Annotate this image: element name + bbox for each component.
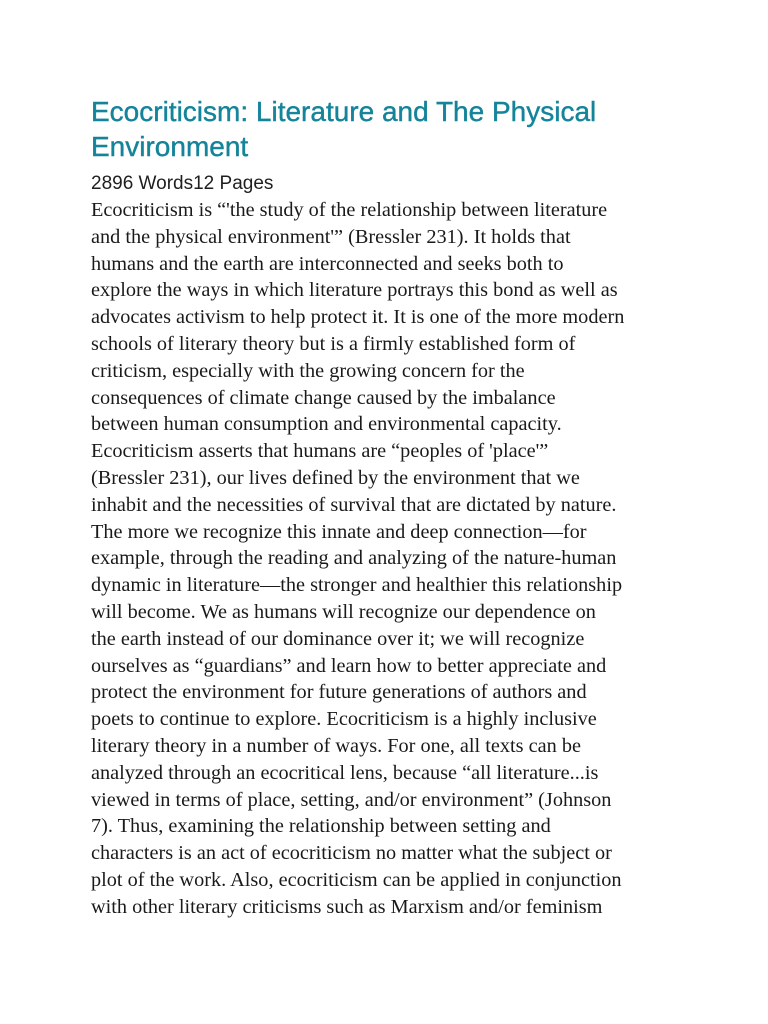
document-meta [91, 172, 273, 196]
body-line: the earth instead of our dominance over it; we will recognize [91, 627, 585, 650]
body-line: with other literary criticisms such as Marxism and/or feminism [91, 895, 603, 918]
body-line: and the physical environment'” (Bressler 231). It holds that [91, 225, 571, 248]
body-line: plot of the work. Also, ecocriticism can be applied in conjunction [91, 868, 622, 891]
body-line: The more we recognize this innate and deep connection—for [91, 520, 587, 543]
body-line: advocates activism to help protect it. It is one of the more modern [91, 306, 625, 329]
body-line: literary theory in a number of ways. For one, all texts can be [91, 734, 581, 757]
body-line: 7). Thus, examining the relationship between setting and [91, 815, 551, 838]
body-line: viewed in terms of place, setting, and/or environment” (Johnson [91, 788, 612, 811]
body-line: (Bressler 231), our lives defined by the environment that we [91, 466, 580, 489]
body-line: poets to continue to explore. Ecocriticism is a highly inclusive [91, 708, 597, 731]
body-line: protect the environment for future generations of authors and [91, 681, 587, 704]
document-body [91, 197, 691, 921]
body-line: humans and the earth are interconnected and seeks both to [91, 252, 564, 275]
document-title: Ecocriticism: Literature and The Physical Environment [91, 96, 597, 162]
body-line: criticism, especially with the growing concern for the [91, 359, 525, 382]
body-line: characters is an act of ecocriticism no matter what the subject or [91, 842, 612, 865]
page-count: 12 Pages [193, 173, 274, 194]
body-line: explore the ways in which literature portrays this bond as well as [91, 279, 618, 302]
body-line: Ecocriticism asserts that humans are “peoples of 'place'” [91, 440, 549, 463]
body-line: schools of literary theory but is a firmly established form of [91, 332, 576, 355]
body-line: ourselves as “guardians” and learn how to better appreciate and [91, 654, 607, 677]
body-line: inhabit and the necessities of survival that are dictated by nature. [91, 493, 617, 516]
body-line: example, through the reading and analyzing of the nature-human [91, 547, 617, 570]
word-count: 2896 Words [91, 173, 194, 194]
body-line: dynamic in literature—the stronger and healthier this relationship [91, 574, 623, 597]
body-line: consequences of climate change caused by the imbalance [91, 386, 556, 409]
body-line: between human consumption and environmental capacity. [91, 413, 562, 436]
body-line: Ecocriticism is “'the study of the relationship between literature [91, 199, 608, 221]
body-line: will become. We as humans will recognize our dependence on [91, 600, 596, 623]
body-line: analyzed through an ecocritical lens, because “all literature...is [91, 761, 599, 784]
